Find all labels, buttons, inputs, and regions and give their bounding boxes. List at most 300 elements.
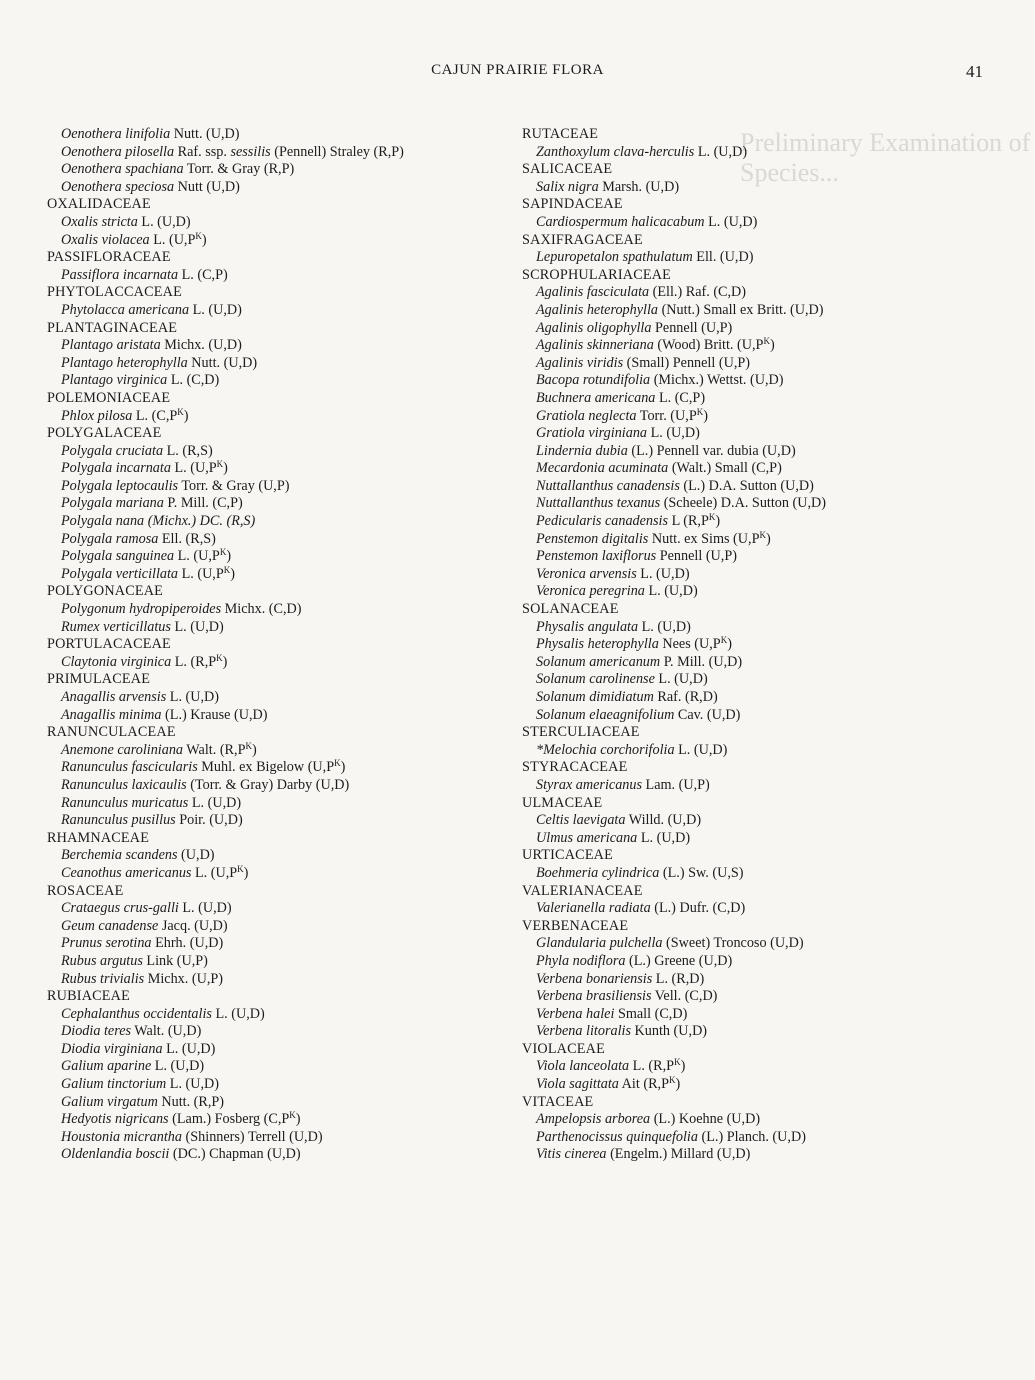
family-heading: RUBIACEAE [47,988,130,1005]
status-superscript: K [216,652,223,663]
species-authority: Torr. (U,P [636,407,697,424]
species-name: Rumex verticillatus [61,618,171,635]
closing-paren: ) [226,548,232,565]
species-authority: (Michx.) Wettst. (U,D) [650,372,784,389]
species-entry [47,513,502,531]
species-name: Solanum americanum [536,653,661,670]
species-name: Berchemia scandens [61,847,178,864]
species-authority: L. (C,P [132,407,178,424]
species-entry [47,1094,502,1112]
species-name: Phlox pilosa [61,407,133,424]
species-entry [47,566,502,584]
species-entry [522,495,1002,513]
species-authority: Link (U,P) [142,952,208,969]
species-authority: Nutt. (U,D) [170,126,240,142]
species-entry [47,742,502,760]
closing-paren: ) [340,759,346,776]
species-authority: (Ell.) Raf. (C,D) [649,284,747,301]
family-heading: SOLANACEAE [522,601,619,618]
species-entry [47,777,502,795]
family-heading: ULMACEAE [522,794,603,811]
species-authority: L. (U,D) [637,829,691,846]
species-name: Plantago virginica [61,372,168,389]
family-heading: SALICACEAE [522,161,613,178]
species-name: Ampelopsis arborea [536,1111,651,1128]
species-authority: L. (U,D) [178,900,232,917]
species-authority: Muhl. ex Bigelow (U,P [197,759,335,776]
species-entry [522,478,1002,496]
species-authority: L. (U,D) [704,213,758,230]
species-entry [47,214,502,232]
family-heading: PLANTAGINACEAE [47,319,178,336]
family-heading: OXALIDACEAE [47,196,151,213]
status-superscript: K [216,459,224,470]
species-entry [522,742,1002,760]
species-authority: Nutt. (U,D) [187,354,258,371]
left-column [47,126,502,1164]
status-superscript: K [696,406,704,417]
species-entry [47,759,502,777]
status-superscript: K [223,564,231,575]
species-name: Penstemon digitalis [536,530,649,547]
species-name: Viola sagittata [536,1076,619,1093]
species-authority: Pennell (U,P) [656,548,737,565]
family-heading: URTICACEAE [522,847,613,864]
species-name: Boehmeria cylindrica [536,864,660,881]
species-authority: (Nutt.) Small ex Britt. (U,D) [658,301,824,318]
species-name: Penstemon laxiflorus [536,548,657,565]
species-entry [47,126,502,144]
family-heading: RHAMNACEAE [47,829,150,846]
species-authority: L. (U,P [178,565,224,582]
species-name: Solanum elaeagnifolium [536,706,675,723]
closing-paren: ) [230,565,235,582]
species-entry [522,865,1002,883]
species-name: Agalinis viridis [536,354,624,371]
family-heading: PASSIFLORACEAE [47,249,171,266]
species-entry [522,1006,1002,1024]
family-heading: SAPINDACEAE [522,196,623,213]
species-entry [522,320,1002,338]
species-entry [522,249,1002,267]
species-entry [522,900,1002,918]
species-entry [47,1023,502,1041]
status-superscript: K [720,635,728,646]
family-heading: SCROPHULARIACEAE [522,266,672,283]
species-entry [522,390,1002,408]
species-entry [47,953,502,971]
family-heading: RUTACEAE [522,126,599,142]
species-authority-extra: (Pennell) Straley (R,P) [270,143,404,160]
species-name: Cephalanthus occidentalis [61,1005,212,1022]
species-authority: L. (U,P [170,460,217,477]
species-name: Buchnera americana [536,389,656,406]
species-authority: Lam. (U,P) [642,776,710,793]
species-entry [522,707,1002,725]
species-authority: L. (U,D) [654,671,708,688]
species-entry [47,355,502,373]
species-authority: L. (U,D) [162,1040,216,1057]
species-entry [47,1076,502,1094]
species-entry [522,654,1002,672]
species-authority: Michx. (U,D) [160,337,242,354]
species-entry [522,971,1002,989]
closing-paren: ) [765,530,771,547]
species-authority: Nutt. ex Sims (U,P [648,530,760,547]
species-name: Oenothera pilosella [61,143,175,160]
species-entry [522,179,1002,197]
species-authority: Nutt (U,D) [174,178,240,195]
species-entry [522,460,1002,478]
family-heading: PHYTOLACCACEAE [47,284,182,301]
species-entry [522,443,1002,461]
species-authority: (L.) D.A. Sutton (U,D) [679,477,814,494]
species-authority: L. (C,D) [167,372,220,389]
species-name: Verbena bonariensis [536,970,653,987]
species-entry [522,337,1002,355]
species-authority: Small (C,D) [614,1005,688,1022]
species-entry [522,812,1002,830]
species-name: Polygala cruciata [61,442,164,459]
species-entry [522,284,1002,302]
species-name: Oxalis violacea [61,231,150,248]
species-name: Verbena halei [536,1005,615,1022]
species-name: Glandularia pulchella [536,935,663,952]
species-name: Ranunculus laxicaulis [61,776,187,793]
species-authority: L. (C,P) [178,266,228,283]
species-entry [47,179,502,197]
species-entry [47,1146,502,1164]
species-authority: Ell. (U,D) [692,249,754,266]
species-name: Polygala mariana [61,495,164,512]
species-name: Oenothera speciosa [61,178,175,195]
family-heading: VITACEAE [522,1093,594,1110]
species-name: Gratiola neglecta [536,407,637,424]
show-through-text: Preliminary Examination of Species... [740,128,1031,187]
species-entry [47,1006,502,1024]
species-name: Polygala ramosa [61,530,159,547]
species-name: Oldenlandia boscii [61,1146,170,1163]
right-column [522,126,1002,1164]
species-entry [522,531,1002,549]
species-name: Galium virgatum [61,1093,158,1110]
family-heading: STYRACACEAE [522,759,628,776]
species-entry [47,1129,502,1147]
species-name: Verbena litoralis [536,1023,631,1040]
species-name: Geum canadense [61,917,159,934]
species-name: Ranunculus muricatus [61,794,189,811]
species-authority: Michx. (C,D) [221,601,302,618]
species-authority: P. Mill. (U,D) [660,653,743,670]
species-entry [522,1129,1002,1147]
species-entry [522,988,1002,1006]
closing-paren: ) [703,407,708,424]
species-name: Prunus serotina [61,935,152,952]
closing-paren: ) [715,513,721,530]
species-name: Bacopa rotundifolia [536,372,651,389]
species-authority: L. (U,D) [674,741,728,758]
species-authority: Jacq. (U,D) [158,917,228,934]
species-entry [522,619,1002,637]
species-name: Nuttallanthus texanus [536,495,661,512]
species-entry [47,865,502,883]
species-name: Plantago heterophylla [61,354,188,371]
species-entry [522,1146,1002,1164]
species-name: Viola lanceolata [536,1058,630,1075]
species-authority: L. (U,D) [166,1076,220,1093]
species-authority: L. (R,S) [163,442,213,459]
species-entry [522,548,1002,566]
species-name: Polygonum hydropiperoides [61,601,222,618]
species-authority: Nees (U,P [658,636,721,653]
species-authority: L. (U,D) [647,425,700,442]
species-authority: (L.) Greene (U,D) [625,952,733,969]
species-name: Ranunculus fascicularis [61,759,198,776]
species-authority: Walt. (R,P [183,741,246,758]
species-entry [47,337,502,355]
species-authority: L (R,P [668,513,709,530]
species-authority: L. (U,D) [644,583,698,600]
species-authority: (Small) Pennell (U,P) [623,354,750,371]
species-authority: (Scheele) D.A. Sutton (U,D) [660,495,827,512]
species-name: Physalis heterophylla [536,636,659,653]
species-name: Veronica peregrina [536,583,645,600]
species-entry [522,671,1002,689]
species-name: Pedicularis canadensis [536,513,669,530]
species-entry [522,144,1002,162]
species-name: Agalinis skinneriana [536,337,654,354]
status-superscript: K [674,1057,681,1068]
closing-paren: ) [251,741,257,758]
species-authority: Ait (R,P [618,1076,669,1093]
status-superscript: K [334,758,341,769]
species-name: Ceanothus americanus [61,864,192,881]
species-name: Solanum carolinense [536,671,655,688]
species-authority: L. (U,D) [694,143,748,160]
species-name: Oxalis stricta [61,213,138,230]
species-name: Gratiola virginiana [536,425,648,442]
species-authority: L. (R,P [629,1058,675,1075]
status-superscript: K [219,547,227,558]
species-authority: Michx. (U,P) [144,970,223,987]
species-entry [522,1111,1002,1129]
species-name: Phyla nodiflora [536,952,626,969]
species-entry [522,689,1002,707]
species-authority: (Engelm.) Millard (U,D) [606,1146,751,1163]
status-superscript: K [177,406,184,417]
species-entry [47,654,502,672]
species-authority: L. (U,D) [636,565,690,582]
species-authority: (L.) Krause (U,D) [161,706,268,723]
species-entry [47,144,502,162]
status-superscript: K [763,336,770,347]
family-heading: PRIMULACEAE [47,671,151,688]
species-entry [47,935,502,953]
family-heading: SAXIFRAGACEAE [522,231,643,248]
status-superscript: K [237,863,244,874]
species-entry [47,372,502,390]
species-entry [47,1111,502,1129]
closing-paren: ) [201,231,207,248]
species-name: Polygala nana (Michx.) DC. (R,S) [61,513,256,530]
species-authority: Marsh. (U,D) [598,178,680,195]
closing-paren: ) [295,1111,301,1128]
species-authority: L. (R,D) [652,970,705,987]
species-entry [522,935,1002,953]
species-entry [522,513,1002,531]
species-name: Lindernia dubia [536,442,628,459]
species-name: Houstonia micrantha [61,1128,182,1145]
species-entry [522,302,1002,320]
species-entry [522,425,1002,443]
status-superscript: K [668,1075,676,1086]
species-authority: L. (C,P) [655,389,706,406]
species-authority: Raf. ssp. [174,143,227,160]
species-authority: (Torr. & Gray) Darby (U,D) [186,776,350,793]
species-authority: L. (U,D) [211,1005,265,1022]
species-name: Hedyotis nigricans [61,1111,169,1128]
species-name: Cardiospermum halicacabum [536,213,705,230]
family-heading: STERCULIACEAE [522,724,640,741]
species-entry [47,161,502,179]
infraspecific-epithet: sessilis [226,143,271,160]
species-entry [47,232,502,250]
species-name: Valerianella radiata [536,900,651,917]
species-name: Agalinis fasciculata [536,284,650,301]
species-entry [47,478,502,496]
species-name: Anemone caroliniana [61,741,184,758]
closing-paren: ) [727,636,732,653]
closing-paren: ) [222,653,228,670]
species-entry [522,1076,1002,1094]
species-entry [522,1058,1002,1076]
species-entry [522,355,1002,373]
species-entry [47,900,502,918]
species-authority: (Shinners) Terrell (U,D) [182,1128,323,1145]
species-authority: (Wood) Britt. (U,P [653,337,764,354]
species-name: Anagallis minima [61,706,162,723]
page-number: 41 [966,62,983,81]
species-name: Styrax americanus [536,776,642,793]
species-name: Vitis cinerea [536,1146,607,1163]
species-name: Mecardonia acuminata [536,460,669,477]
species-name: Galium aparine [61,1058,152,1075]
species-entry [47,795,502,813]
species-authority: L. (U,P [174,548,220,565]
species-entry [47,918,502,936]
species-name: Anagallis arvensis [61,689,167,705]
species-entry [47,812,502,830]
status-superscript: K [289,1110,296,1121]
species-entry [47,971,502,989]
status-superscript: K [245,740,252,751]
species-entry [47,847,502,865]
species-entry [47,1058,502,1076]
species-authority: (L.) Koehne (U,D) [650,1111,761,1128]
species-name: Rubus trivialis [61,970,145,987]
species-name: Polygala incarnata [61,460,171,477]
species-authority: L. (U,D) [638,618,691,635]
species-authority: Ehrh. (U,D) [151,935,224,952]
species-name: Verbena brasiliensis [536,988,652,1005]
species-authority: L. (U,D) [170,618,224,635]
status-superscript: K [195,230,202,241]
species-name: Nuttallanthus canadensis [536,477,680,494]
species-name: Rubus argutus [61,952,143,969]
species-authority: Pennell (U,P) [651,319,733,336]
species-authority: L. (U,D) [166,689,220,705]
species-authority: Raf. (R,D) [653,689,718,705]
family-heading: RANUNCULACEAE [47,724,176,741]
species-authority: L. (U,D) [188,794,242,811]
species-authority: Torr. & Gray (U,P) [178,477,290,494]
species-name: Solanum dimidiatum [536,689,654,705]
species-authority: L. (U,D) [189,301,242,318]
species-authority: L. (U,P [191,864,238,881]
species-authority: Poir. (U,D) [175,812,243,829]
species-entry [47,495,502,513]
species-authority: Ell. (R,S) [158,530,216,547]
species-name: Lepuropetalon spathulatum [536,249,693,266]
species-name: Diodia virginiana [61,1040,163,1057]
closing-paren: ) [680,1058,686,1075]
species-authority: L. (U,D) [137,213,191,230]
species-name: Agalinis heterophylla [536,301,659,318]
species-name: Polygala sanguinea [61,548,175,565]
species-entry [47,1041,502,1059]
species-authority: Torr. & Gray (R,P) [183,161,295,178]
species-name: Ranunculus pusillus [61,812,176,829]
family-heading: PORTULACACEAE [47,636,171,653]
family-heading: POLYGONACEAE [47,583,164,600]
family-heading: POLEMONIACEAE [47,389,171,406]
species-authority: Walt. (U,D) [131,1023,202,1040]
species-name: Galium tinctorium [61,1076,167,1093]
species-name: Oenothera linifolia [61,126,171,142]
species-authority: (Lam.) Fosberg (C,P [168,1111,290,1128]
species-authority: Willd. (U,D) [625,812,702,829]
species-name: Diodia teres [61,1023,132,1040]
species-entry [522,408,1002,426]
species-entry [47,302,502,320]
species-authority: P. Mill. (C,P) [163,495,243,512]
species-name: Parthenocissus quinquefolia [536,1128,698,1145]
species-entry [47,548,502,566]
species-name: Veronica arvensis [536,565,637,582]
status-superscript: K [708,512,716,523]
species-entry [522,777,1002,795]
species-authority: (Sweet) Troncoso (U,D) [662,935,804,952]
species-entry [47,707,502,725]
species-entry [47,408,502,426]
species-name: Celtis laevigata [536,812,626,829]
species-name: Claytonia virginica [61,653,172,670]
species-entry [47,601,502,619]
species-entry [47,689,502,707]
status-superscript: K [759,529,766,540]
species-authority: (L.) Dufr. (C,D) [650,900,746,917]
closing-paren: ) [243,864,249,881]
species-name: Ulmus americana [536,829,638,846]
closing-paren: ) [769,337,775,354]
species-entry [522,636,1002,654]
species-entry [47,619,502,637]
species-authority: Nutt. (R,P) [157,1093,225,1110]
species-name: Polygala verticillata [61,565,179,582]
species-authority: (U,D) [177,847,215,864]
family-heading: ROSACEAE [47,882,124,899]
species-entry [47,443,502,461]
